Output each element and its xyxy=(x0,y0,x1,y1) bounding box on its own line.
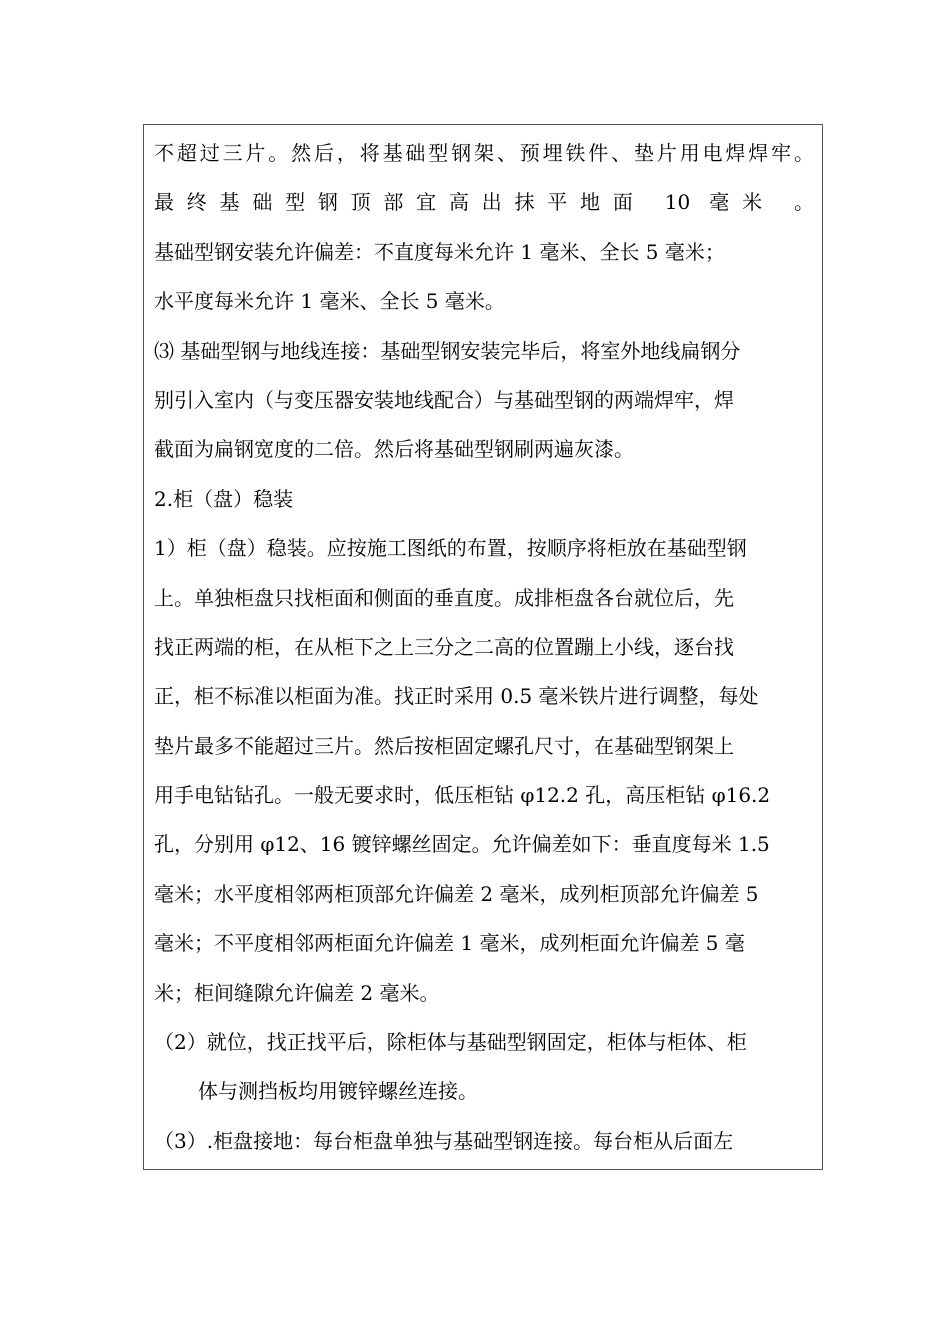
text-line: ⑶ 基础型钢与地线连接：基础型钢安装完毕后，将室外地线扁钢分 xyxy=(154,338,741,363)
text-line: 别引入室内（与变压器安装地线配合）与基础型钢的两端焊牢，焊 xyxy=(154,387,734,412)
text-line: 体与测挡板均用镀锌螺丝连接。 xyxy=(198,1079,478,1104)
text-line: 米；柜间缝隙允许偏差 2 毫米。 xyxy=(154,980,440,1005)
text-line: 1）柜（盘）稳装。应按施工图纸的布置，按顺序将柜放在基础型钢 xyxy=(154,536,747,561)
document-body xyxy=(154,129,814,1166)
text-line: 孔，分别用 φ12、16 镀锌螺丝固定。允许偏差如下：垂直度每米 1.5 xyxy=(154,832,770,857)
text-line: 上。单独柜盘只找柜面和侧面的垂直度。成排柜盘各台就位后，先 xyxy=(154,585,734,610)
text-line: 用手电钻钻孔。一般无要求时，低压柜钻 φ12.2 孔，高压柜钻 φ16.2 xyxy=(154,783,771,808)
text-line: 2.柜（盘）稳装 xyxy=(154,486,294,511)
text-line: （2）就位，找正找平后，除柜体与基础型钢固定，柜体与柜体、柜 xyxy=(154,1030,747,1055)
text-line: 水平度每米允许 1 毫米、全长 5 毫米。 xyxy=(154,289,505,314)
document-frame xyxy=(143,124,823,1170)
text-line: 截面为扁钢宽度的二倍。然后将基础型钢刷两遍灰漆。 xyxy=(154,437,634,462)
text-line: 找正两端的柜，在从柜下之上三分之二高的位置蹦上小线，逐台找 xyxy=(154,634,734,659)
text-line: 垫片最多不能超过三片。然后按柜固定螺孔尺寸，在基础型钢架上 xyxy=(154,733,734,758)
text-line: 不超过三片。然后，将基础型钢架、预埋铁件、垫片用电焊焊牢。 xyxy=(154,141,814,165)
text-line: 基础型钢安装允许偏差：不直度每米允许 1 毫米、全长 5 毫米； xyxy=(154,239,725,264)
text-line: （3）.柜盘接地：每台柜盘单独与基础型钢连接。每台柜从后面左 xyxy=(154,1128,734,1153)
text-line: 最终基础型钢顶部宜高出抹平地面 10 毫米 。 xyxy=(154,190,814,215)
text-line: 毫米；水平度相邻两柜顶部允许偏差 2 毫米，成列柜顶部允许偏差 5 xyxy=(154,881,759,906)
text-line: 毫米；不平度相邻两柜面允许偏差 1 毫米，成列柜面允许偏差 5 毫 xyxy=(154,931,745,956)
text-line: 正，柜不标准以柜面为准。找正时采用 0.5 毫米铁片进行调整，每处 xyxy=(154,684,759,709)
